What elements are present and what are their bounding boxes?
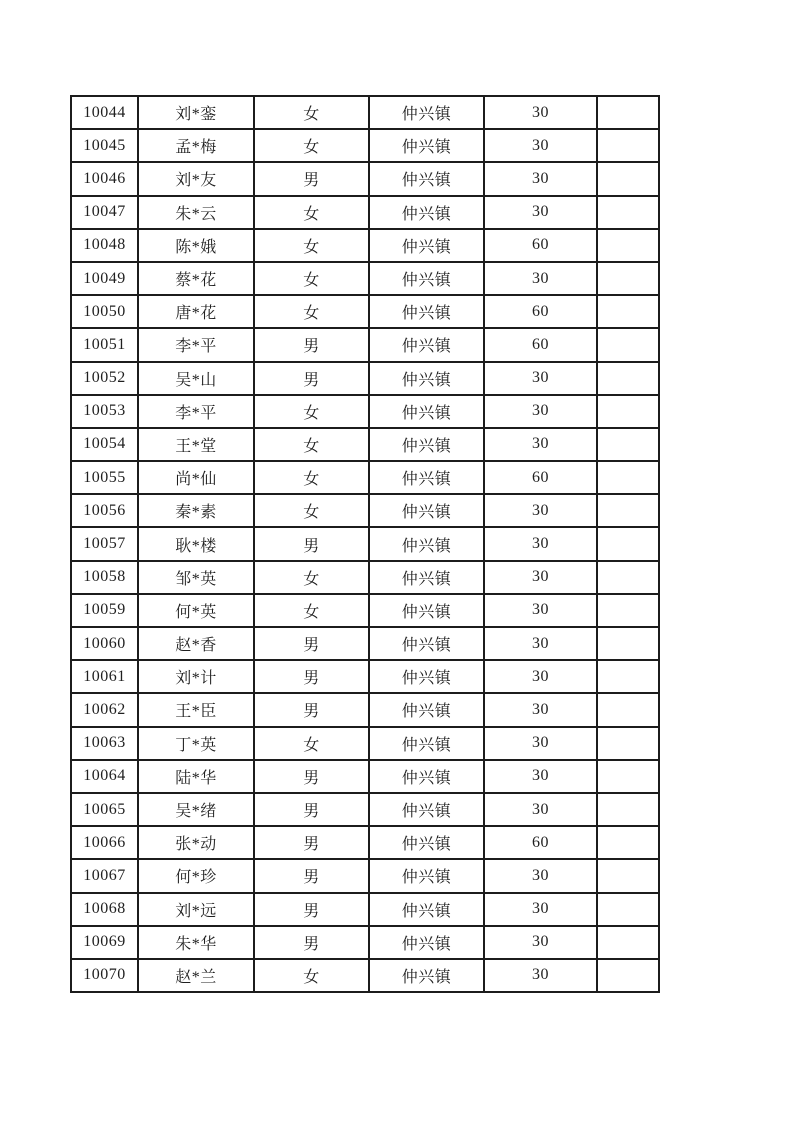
cell-name: 邹*英 xyxy=(138,561,254,594)
cell-amount: 30 xyxy=(484,926,597,959)
cell-id: 10050 xyxy=(71,295,138,328)
cell-amount: 30 xyxy=(484,727,597,760)
cell-town: 仲兴镇 xyxy=(369,627,484,660)
cell-name: 陈*娥 xyxy=(138,229,254,262)
cell-amount: 60 xyxy=(484,229,597,262)
cell-id: 10051 xyxy=(71,328,138,361)
cell-gender: 男 xyxy=(254,826,369,859)
cell-id: 10052 xyxy=(71,362,138,395)
cell-id: 10053 xyxy=(71,395,138,428)
cell-blank xyxy=(597,129,659,162)
cell-gender: 男 xyxy=(254,693,369,726)
cell-id: 10060 xyxy=(71,627,138,660)
cell-id: 10068 xyxy=(71,893,138,926)
cell-amount: 30 xyxy=(484,959,597,992)
cell-town: 仲兴镇 xyxy=(369,727,484,760)
cell-town: 仲兴镇 xyxy=(369,594,484,627)
data-table xyxy=(70,95,660,993)
cell-name: 秦*素 xyxy=(138,494,254,527)
cell-name: 刘*銮 xyxy=(138,96,254,129)
cell-id: 10056 xyxy=(71,494,138,527)
cell-id: 10048 xyxy=(71,229,138,262)
cell-blank xyxy=(597,196,659,229)
cell-id: 10047 xyxy=(71,196,138,229)
cell-blank xyxy=(597,627,659,660)
cell-gender: 女 xyxy=(254,959,369,992)
cell-amount: 30 xyxy=(484,893,597,926)
cell-gender: 男 xyxy=(254,527,369,560)
cell-amount: 30 xyxy=(484,594,597,627)
cell-gender: 女 xyxy=(254,196,369,229)
cell-name: 赵*兰 xyxy=(138,959,254,992)
table-row xyxy=(71,395,659,428)
table-row xyxy=(71,494,659,527)
cell-town: 仲兴镇 xyxy=(369,693,484,726)
cell-town: 仲兴镇 xyxy=(369,660,484,693)
cell-gender: 女 xyxy=(254,494,369,527)
cell-id: 10065 xyxy=(71,793,138,826)
cell-blank xyxy=(597,727,659,760)
cell-blank xyxy=(597,893,659,926)
cell-gender: 男 xyxy=(254,793,369,826)
cell-gender: 男 xyxy=(254,162,369,195)
table-row xyxy=(71,893,659,926)
cell-name: 李*平 xyxy=(138,395,254,428)
cell-name: 刘*计 xyxy=(138,660,254,693)
cell-id: 10062 xyxy=(71,693,138,726)
cell-gender: 男 xyxy=(254,893,369,926)
cell-blank xyxy=(597,859,659,892)
cell-name: 尚*仙 xyxy=(138,461,254,494)
cell-blank xyxy=(597,826,659,859)
cell-town: 仲兴镇 xyxy=(369,793,484,826)
cell-town: 仲兴镇 xyxy=(369,196,484,229)
cell-blank xyxy=(597,162,659,195)
cell-name: 王*堂 xyxy=(138,428,254,461)
cell-name: 何*珍 xyxy=(138,859,254,892)
cell-blank xyxy=(597,494,659,527)
cell-gender: 男 xyxy=(254,627,369,660)
cell-blank xyxy=(597,262,659,295)
cell-id: 10064 xyxy=(71,760,138,793)
cell-town: 仲兴镇 xyxy=(369,561,484,594)
cell-id: 10061 xyxy=(71,660,138,693)
cell-town: 仲兴镇 xyxy=(369,362,484,395)
cell-id: 10063 xyxy=(71,727,138,760)
table-row xyxy=(71,727,659,760)
cell-gender: 女 xyxy=(254,395,369,428)
table-row xyxy=(71,362,659,395)
cell-amount: 30 xyxy=(484,859,597,892)
cell-town: 仲兴镇 xyxy=(369,527,484,560)
cell-gender: 女 xyxy=(254,262,369,295)
cell-id: 10054 xyxy=(71,428,138,461)
cell-name: 陆*华 xyxy=(138,760,254,793)
cell-amount: 30 xyxy=(484,129,597,162)
table-row xyxy=(71,859,659,892)
cell-blank xyxy=(597,793,659,826)
cell-blank xyxy=(597,229,659,262)
cell-amount: 30 xyxy=(484,760,597,793)
table-row xyxy=(71,926,659,959)
cell-id: 10044 xyxy=(71,96,138,129)
cell-amount: 60 xyxy=(484,461,597,494)
cell-blank xyxy=(597,428,659,461)
cell-name: 孟*梅 xyxy=(138,129,254,162)
cell-blank xyxy=(597,693,659,726)
cell-amount: 30 xyxy=(484,561,597,594)
cell-town: 仲兴镇 xyxy=(369,494,484,527)
cell-name: 张*动 xyxy=(138,826,254,859)
table-row xyxy=(71,461,659,494)
table-row xyxy=(71,295,659,328)
cell-town: 仲兴镇 xyxy=(369,760,484,793)
cell-town: 仲兴镇 xyxy=(369,229,484,262)
table-body xyxy=(71,96,659,992)
table-row xyxy=(71,959,659,992)
cell-town: 仲兴镇 xyxy=(369,96,484,129)
cell-id: 10057 xyxy=(71,527,138,560)
cell-town: 仲兴镇 xyxy=(369,826,484,859)
cell-id: 10049 xyxy=(71,262,138,295)
cell-town: 仲兴镇 xyxy=(369,129,484,162)
cell-blank xyxy=(597,527,659,560)
cell-blank xyxy=(597,594,659,627)
cell-id: 10059 xyxy=(71,594,138,627)
cell-town: 仲兴镇 xyxy=(369,295,484,328)
table-row xyxy=(71,561,659,594)
table-row xyxy=(71,328,659,361)
table-row xyxy=(71,527,659,560)
cell-id: 10046 xyxy=(71,162,138,195)
cell-blank xyxy=(597,295,659,328)
cell-amount: 30 xyxy=(484,395,597,428)
cell-gender: 男 xyxy=(254,362,369,395)
cell-amount: 30 xyxy=(484,793,597,826)
cell-amount: 30 xyxy=(484,196,597,229)
table-row xyxy=(71,594,659,627)
cell-town: 仲兴镇 xyxy=(369,162,484,195)
cell-amount: 30 xyxy=(484,428,597,461)
cell-gender: 男 xyxy=(254,328,369,361)
table-row xyxy=(71,162,659,195)
table-row xyxy=(71,262,659,295)
cell-town: 仲兴镇 xyxy=(369,893,484,926)
cell-name: 唐*花 xyxy=(138,295,254,328)
cell-blank xyxy=(597,959,659,992)
table-row xyxy=(71,196,659,229)
cell-blank xyxy=(597,926,659,959)
table-row xyxy=(71,660,659,693)
cell-blank xyxy=(597,760,659,793)
cell-amount: 30 xyxy=(484,162,597,195)
cell-town: 仲兴镇 xyxy=(369,461,484,494)
cell-name: 何*英 xyxy=(138,594,254,627)
cell-gender: 女 xyxy=(254,96,369,129)
cell-amount: 30 xyxy=(484,494,597,527)
cell-amount: 30 xyxy=(484,96,597,129)
cell-id: 10067 xyxy=(71,859,138,892)
cell-name: 朱*云 xyxy=(138,196,254,229)
table-row xyxy=(71,129,659,162)
cell-amount: 60 xyxy=(484,826,597,859)
cell-amount: 30 xyxy=(484,362,597,395)
cell-gender: 男 xyxy=(254,859,369,892)
cell-town: 仲兴镇 xyxy=(369,926,484,959)
cell-name: 李*平 xyxy=(138,328,254,361)
cell-amount: 60 xyxy=(484,328,597,361)
cell-blank xyxy=(597,461,659,494)
cell-name: 赵*香 xyxy=(138,627,254,660)
table-row xyxy=(71,760,659,793)
cell-blank xyxy=(597,362,659,395)
cell-amount: 30 xyxy=(484,693,597,726)
cell-name: 朱*华 xyxy=(138,926,254,959)
cell-name: 刘*友 xyxy=(138,162,254,195)
table-row xyxy=(71,693,659,726)
cell-id: 10058 xyxy=(71,561,138,594)
cell-town: 仲兴镇 xyxy=(369,428,484,461)
cell-amount: 60 xyxy=(484,295,597,328)
cell-id: 10070 xyxy=(71,959,138,992)
table-row xyxy=(71,627,659,660)
cell-gender: 女 xyxy=(254,727,369,760)
cell-id: 10045 xyxy=(71,129,138,162)
cell-gender: 女 xyxy=(254,594,369,627)
cell-amount: 30 xyxy=(484,262,597,295)
cell-name: 耿*楼 xyxy=(138,527,254,560)
cell-id: 10066 xyxy=(71,826,138,859)
cell-amount: 30 xyxy=(484,660,597,693)
cell-gender: 女 xyxy=(254,129,369,162)
cell-gender: 男 xyxy=(254,660,369,693)
cell-name: 刘*远 xyxy=(138,893,254,926)
cell-gender: 女 xyxy=(254,229,369,262)
cell-town: 仲兴镇 xyxy=(369,395,484,428)
cell-gender: 女 xyxy=(254,561,369,594)
cell-blank xyxy=(597,328,659,361)
cell-gender: 女 xyxy=(254,461,369,494)
cell-blank xyxy=(597,561,659,594)
cell-amount: 30 xyxy=(484,527,597,560)
cell-town: 仲兴镇 xyxy=(369,328,484,361)
cell-gender: 男 xyxy=(254,760,369,793)
cell-town: 仲兴镇 xyxy=(369,859,484,892)
table-row xyxy=(71,96,659,129)
cell-gender: 女 xyxy=(254,428,369,461)
table-row xyxy=(71,229,659,262)
cell-name: 吴*绪 xyxy=(138,793,254,826)
cell-town: 仲兴镇 xyxy=(369,262,484,295)
cell-amount: 30 xyxy=(484,627,597,660)
cell-name: 蔡*花 xyxy=(138,262,254,295)
cell-blank xyxy=(597,660,659,693)
table-row xyxy=(71,428,659,461)
cell-id: 10055 xyxy=(71,461,138,494)
table-row xyxy=(71,826,659,859)
cell-blank xyxy=(597,96,659,129)
table-row xyxy=(71,793,659,826)
cell-gender: 女 xyxy=(254,295,369,328)
cell-name: 丁*英 xyxy=(138,727,254,760)
cell-id: 10069 xyxy=(71,926,138,959)
cell-name: 王*臣 xyxy=(138,693,254,726)
cell-blank xyxy=(597,395,659,428)
cell-town: 仲兴镇 xyxy=(369,959,484,992)
cell-name: 吴*山 xyxy=(138,362,254,395)
cell-gender: 男 xyxy=(254,926,369,959)
